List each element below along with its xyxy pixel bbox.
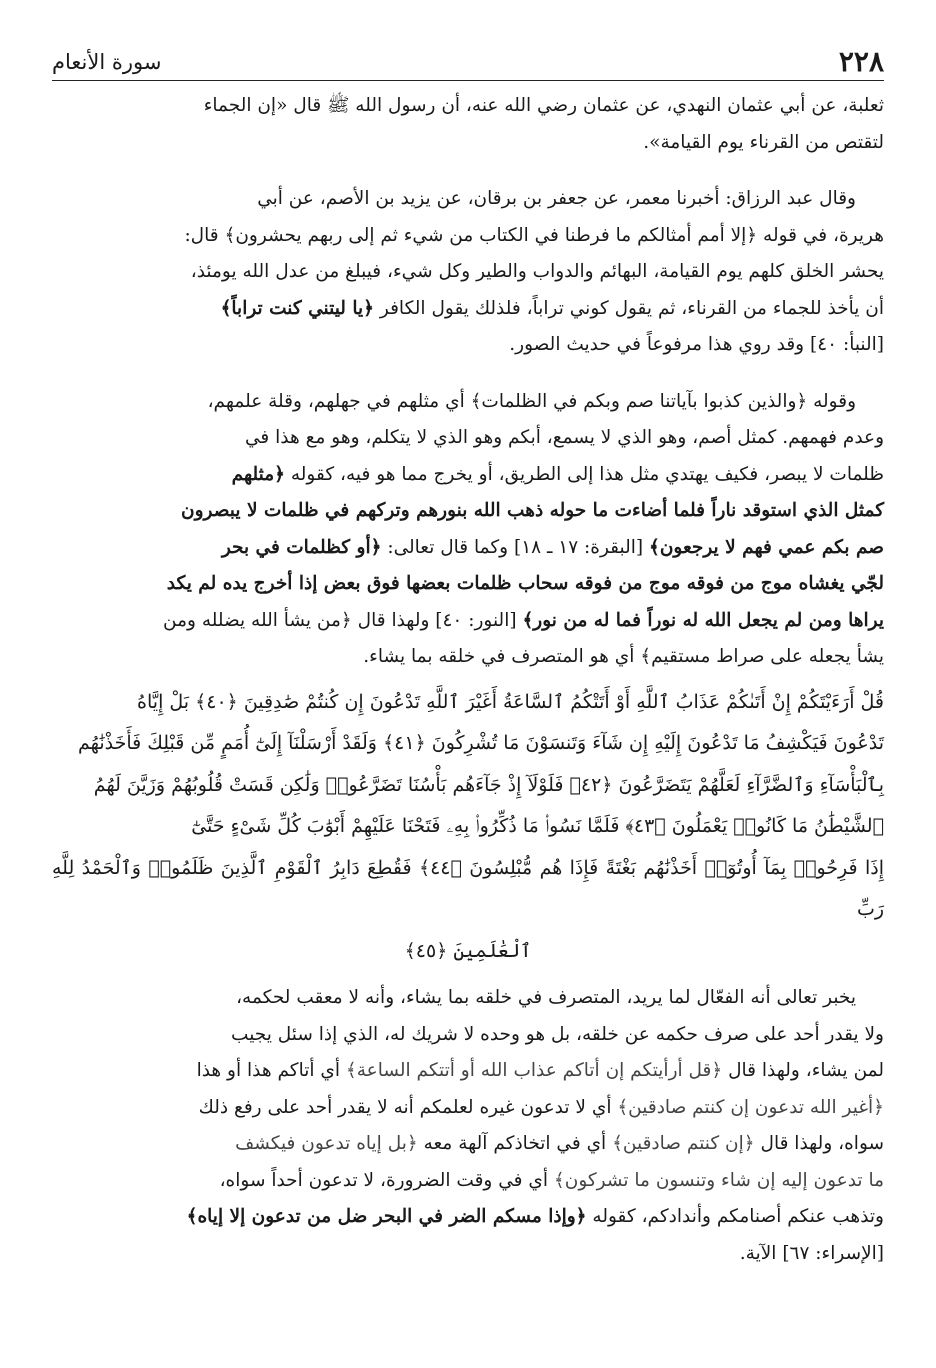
verse-line: تَدْعُونَ فَيَكْشِفُ مَا تَدْعُونَ إِلَيْهِ إِن شَآءَ وَتَنسَوْنَ مَا تُشْرِكُونَ ﴿٤١﴾ وَلَقَدْ أَرْسَلْنَآ إِلَىٰٓ أُمَمٍ مِّن قَبْلِكَ فَأَخَذْنَٰهُم — [77, 732, 884, 754]
quote-line: لجّي يغشاه موج من فوقه موج من فوقه سحاب ظلمات بعضها فوق بعض إذا أخرج يده لم يكد — [166, 573, 884, 594]
text-line: ولا يقدر أحد على صرف حكمه عن خلقه، بل هو وحده لا شريك له، الذي إذا سئل يجيب — [231, 1023, 884, 1045]
text-segment: [البقرة: ١٧ ـ ١٨] وكما قال تعالى: — [381, 536, 649, 558]
text-line: وقال عبد الرزاق: أخبرنا معمر، عن جعفر بن برقان، عن يزيد بن الأصم، عن أبي — [257, 188, 856, 209]
text-segment: ظلمات لا يبصر، فكيف يهتدي مثل هذا إلى الطريق، أو يخرج مما هو فيه، كقوله — [284, 463, 884, 485]
text-line: وعدم فهمهم. كمثل أصم، وهو الذي لا يسمع، أبكم وهو الذي لا يتكلم، وهو مع هذا في — [245, 427, 884, 448]
page-header — [52, 44, 884, 81]
text-line: وقوله ﴿والذين كذبوا بآياتنا صم وبكم في الظلمات﴾ أي مثلهم في جهلهم، وقلة علمهم، — [207, 390, 856, 412]
text-line: يشأ يجعله على صراط مستقيم﴾ أي هو المتصرف في خلقه بما يشاء. — [363, 646, 884, 667]
text-line: ثعلبة، عن أبي عثمان النهدي، عن عثمان رضي الله عنه، أن رسول الله ﷺ قال «إن الجماء — [203, 95, 884, 116]
page-number: ٢٢٨ — [838, 45, 884, 78]
text-line — [52, 1053, 884, 1090]
quote-bold: ﴿يا ليتني كنت تراباً﴾ — [220, 297, 374, 319]
text-segment: أي أتاكم هذا أو هذا — [196, 1060, 346, 1081]
text-line — [52, 1126, 884, 1163]
text-segment: لمن يشاء، ولهذا قال — [722, 1060, 884, 1081]
text-line — [52, 1163, 884, 1200]
text-line: هريرة، في قوله ﴿إلا أمم أمثالكم ما فرطنا في الكتاب من شيء ثم إلى ربهم يحشرون﴾ قال: — [184, 224, 884, 246]
verse-line: إِذَا فَرِحُوا۟ بِمَآ أُوتُوٓا۟ أَخَذْنَٰهُم بَغْتَةً فَإِذَا هُم مُّبْلِسُونَ ﴿٤٤﴾ فَقُطِعَ دَابِرُ ٱلْقَوْمِ ٱلَّذِينَ ظَلَمُوا۟ وَٱلْحَمْدُ لِلَّهِ رَبِّ — [52, 856, 884, 920]
text-line — [52, 1090, 884, 1127]
verse-line: ٱلْعَٰلَمِينَ ﴿٤٥﴾ — [404, 939, 532, 962]
verse-line: ٱلشَّيْطَٰنُ مَا كَانُوا۟ يَعْمَلُونَ ﴿٤٣﴾ فَلَمَّا نَسُوا۟ مَا ذُكِّرُوا۟ بِهِۦ فَتَحْنَا عَلَيْهِمْ أَبْوَٰبَ كُلِّ شَىْءٍ حَتَّىٰٓ — [191, 815, 884, 837]
text-segment: أي في اتخاذكم آلهة معه — [417, 1133, 613, 1154]
paragraph-3 — [52, 384, 884, 676]
paragraph-4 — [52, 980, 884, 1272]
quran-verses — [52, 682, 884, 973]
quote-verse: ﴿أغير الله تدعون إن كنتم صادقين﴾ — [617, 1096, 884, 1118]
quote-bold: ﴿أو كظلمات في بحر — [221, 536, 382, 558]
quote-verse: ﴿بل إياه تدعون فيكشف — [235, 1133, 418, 1154]
text-segment: [النور: ٤٠] ولهذا قال ﴿من يشأ الله يضلله ومن — [163, 609, 523, 631]
quote-bold: ﴿مثلهم — [231, 463, 285, 485]
quote-bold: صم بكم عمي فهم لا يرجعون﴾ — [649, 536, 884, 558]
text-line: [النبأ: ٤٠] وقد روي هذا مرفوعاً في حديث الصور. — [509, 334, 884, 355]
text-line — [52, 291, 884, 328]
quote-verse: ما تدعون إليه إن شاء وتنسون ما تشركون﴾ — [553, 1169, 884, 1191]
text-line — [52, 603, 884, 640]
text-line: يحشر الخلق كلهم يوم القيامة، البهائم والدواب والطير وكل شيء، فيبلغ من عدل الله يومئذ، — [190, 261, 884, 282]
paragraph-2 — [52, 181, 884, 364]
quote-bold: يراها ومن لم يجعل الله له نوراً فما له من نور﴾ — [522, 609, 884, 631]
text-line — [52, 530, 884, 567]
verse-line: بِٱلْبَأْسَآءِ وَٱلضَّرَّآءِ لَعَلَّهُمْ يَتَضَرَّعُونَ ﴿٤٢﴾ فَلَوْلَآ إِذْ جَآءَهُم بَأْسُنَا تَضَرَّعُوا۟ وَلَٰكِن قَسَتْ قُلُوبُهُمْ وَزَيَّنَ لَهُمُ — [93, 773, 884, 796]
quote-bold: ﴿وإذا مسكم الضر في البحر ضل من تدعون إلا إياه﴾ — [186, 1206, 587, 1227]
text-line — [52, 1199, 884, 1236]
page-body — [52, 88, 884, 1368]
text-segment: أي لا تدعون غيره لعلمكم أنه لا يقدر أحد على رفع ذلك — [198, 1096, 618, 1118]
paragraph-1 — [52, 88, 884, 161]
text-segment: أي في وقت الضرورة، لا تدعون أحداً سواه، — [219, 1169, 554, 1191]
text-line: [الإسراء: ٦٧] الآية. — [739, 1242, 884, 1264]
text-segment: وتذهب عنكم أصنامكم وأندادكم، كقوله — [586, 1206, 884, 1227]
text-segment: أن يأخذ للجماء من القرناء، ثم يقول كوني تراباً، فلذلك يقول الكافر — [374, 297, 884, 319]
text-segment: سواه، ولهذا قال — [754, 1133, 884, 1154]
surah-name: سورة الأنعام — [52, 50, 162, 74]
verse-line: قُلْ أَرَءَيْتَكُمْ إِنْ أَتَىٰكُمْ عَذَابُ ٱللَّهِ أَوْ أَتَتْكُمُ ٱلسَّاعَةُ أَغَيْرَ ٱللَّهِ تَدْعُونَ إِن كُنتُمْ صَٰدِقِينَ ﴿٤٠﴾ بَلْ إِيَّاهُ — [137, 690, 884, 713]
text-line: لتقتص من القرناء يوم القيامة». — [643, 131, 884, 153]
quote-verse: ﴿قل أرأيتكم إن أتاكم عذاب الله أو أتتكم الساعة﴾ — [345, 1060, 723, 1081]
text-line — [52, 457, 884, 494]
quote-line: كمثل الذي استوقد ناراً فلما أضاءت ما حوله ذهب الله بنورهم وتركهم في ظلمات لا يبصرون — [181, 500, 884, 521]
quote-verse: ﴿إن كنتم صادقين﴾ — [612, 1133, 755, 1154]
text-line: يخبر تعالى أنه الفعّال لما يريد، المتصرف في خلقه بما يشاء، وأنه لا معقب لحكمه، — [236, 987, 856, 1008]
